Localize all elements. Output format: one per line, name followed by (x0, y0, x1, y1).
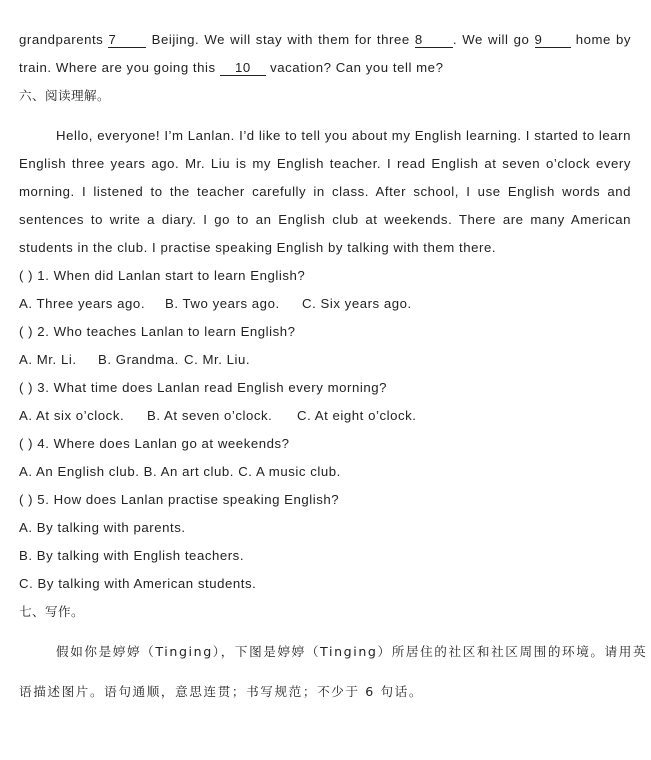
question-3-stem: ( ) 3. What time does Lanlan read English every morning? (19, 380, 387, 395)
option-c: C. Mr. Liu. (184, 352, 251, 367)
option-a: A. Mr. Li. (19, 352, 77, 367)
option-b: B. At seven o’clock. (147, 408, 273, 423)
option-b: B. Grandma. (98, 352, 179, 367)
section-7-title: 七、写作。 (19, 604, 84, 619)
question-1-options (19, 295, 631, 313)
cloze-blank-7: 7 (108, 32, 146, 48)
question-5-option-b: B. By talking with English teachers. (19, 548, 245, 563)
passage-line-5: students in the club. I practise speaking English by talking with them there. (19, 240, 497, 255)
passage-line-2: English three years ago. Mr. Liu is my English teacher. I read English at seven o’clock every (19, 156, 631, 171)
question-5-option-a: A. By talking with parents. (19, 520, 186, 535)
cloze-text: train. Where are you going this (19, 60, 216, 75)
option-a: A. At six o’clock. (19, 408, 125, 423)
cloze-text: vacation? Can you tell me? (270, 60, 444, 75)
section-6-title: 六、阅读理解。 (19, 88, 110, 103)
passage-line-3: morning. I listened to the teacher carefully in class. After school, I use English words and (19, 184, 631, 199)
cloze-line-1: grandparents 7 Beijing. We will stay with them for three 8 . We will go 9 home by (19, 32, 632, 47)
question-2-stem: ( ) 2. Who teaches Lanlan to learn English? (19, 324, 296, 339)
writing-prompt-line-2: 语描述图片。语句通顺，意思连贯；书写规范；不少于 6 句话。 (19, 684, 424, 699)
option-a: A. Three years ago. (19, 296, 146, 311)
cloze-blank-9: 9 (535, 32, 571, 48)
question-3-options (19, 407, 631, 425)
option-c: C. At eight o’clock. (297, 408, 417, 423)
passage-line-4: sentences to write a diary. I go to an English club at weekends. There are many American (19, 212, 631, 227)
option-c: C. Six years ago. (302, 296, 412, 311)
question-4-stem: ( ) 4. Where does Lanlan go at weekends? (19, 436, 290, 451)
cloze-line-2 (19, 59, 631, 77)
cloze-text: home by (575, 32, 632, 47)
cloze-blank-10: 10 (220, 60, 266, 76)
cloze-text: grandparents (19, 32, 104, 47)
question-2-options (19, 351, 631, 369)
question-5-stem: ( ) 5. How does Lanlan practise speaking English? (19, 492, 340, 507)
option-b: B. Two years ago. (165, 296, 280, 311)
writing-prompt-line-1: 假如你是婷婷（Tinging），下图是婷婷（Tinging）所居住的社区和社区周围的环境。请用英 (56, 644, 648, 659)
cloze-blank-8: 8 (415, 32, 453, 48)
cloze-text: We will go (462, 32, 530, 47)
cloze-text: Beijing. We will stay with them for three (151, 32, 410, 47)
question-1-stem: ( ) 1. When did Lanlan start to learn English? (19, 268, 306, 283)
question-5-option-c: C. By talking with American students. (19, 576, 257, 591)
passage-line-1: Hello, everyone! I’m Lanlan. I’d like to tell you about my English learning. I started to learn (56, 128, 631, 143)
question-4-options: A. An English club. B. An art club. C. A music club. (19, 464, 341, 479)
